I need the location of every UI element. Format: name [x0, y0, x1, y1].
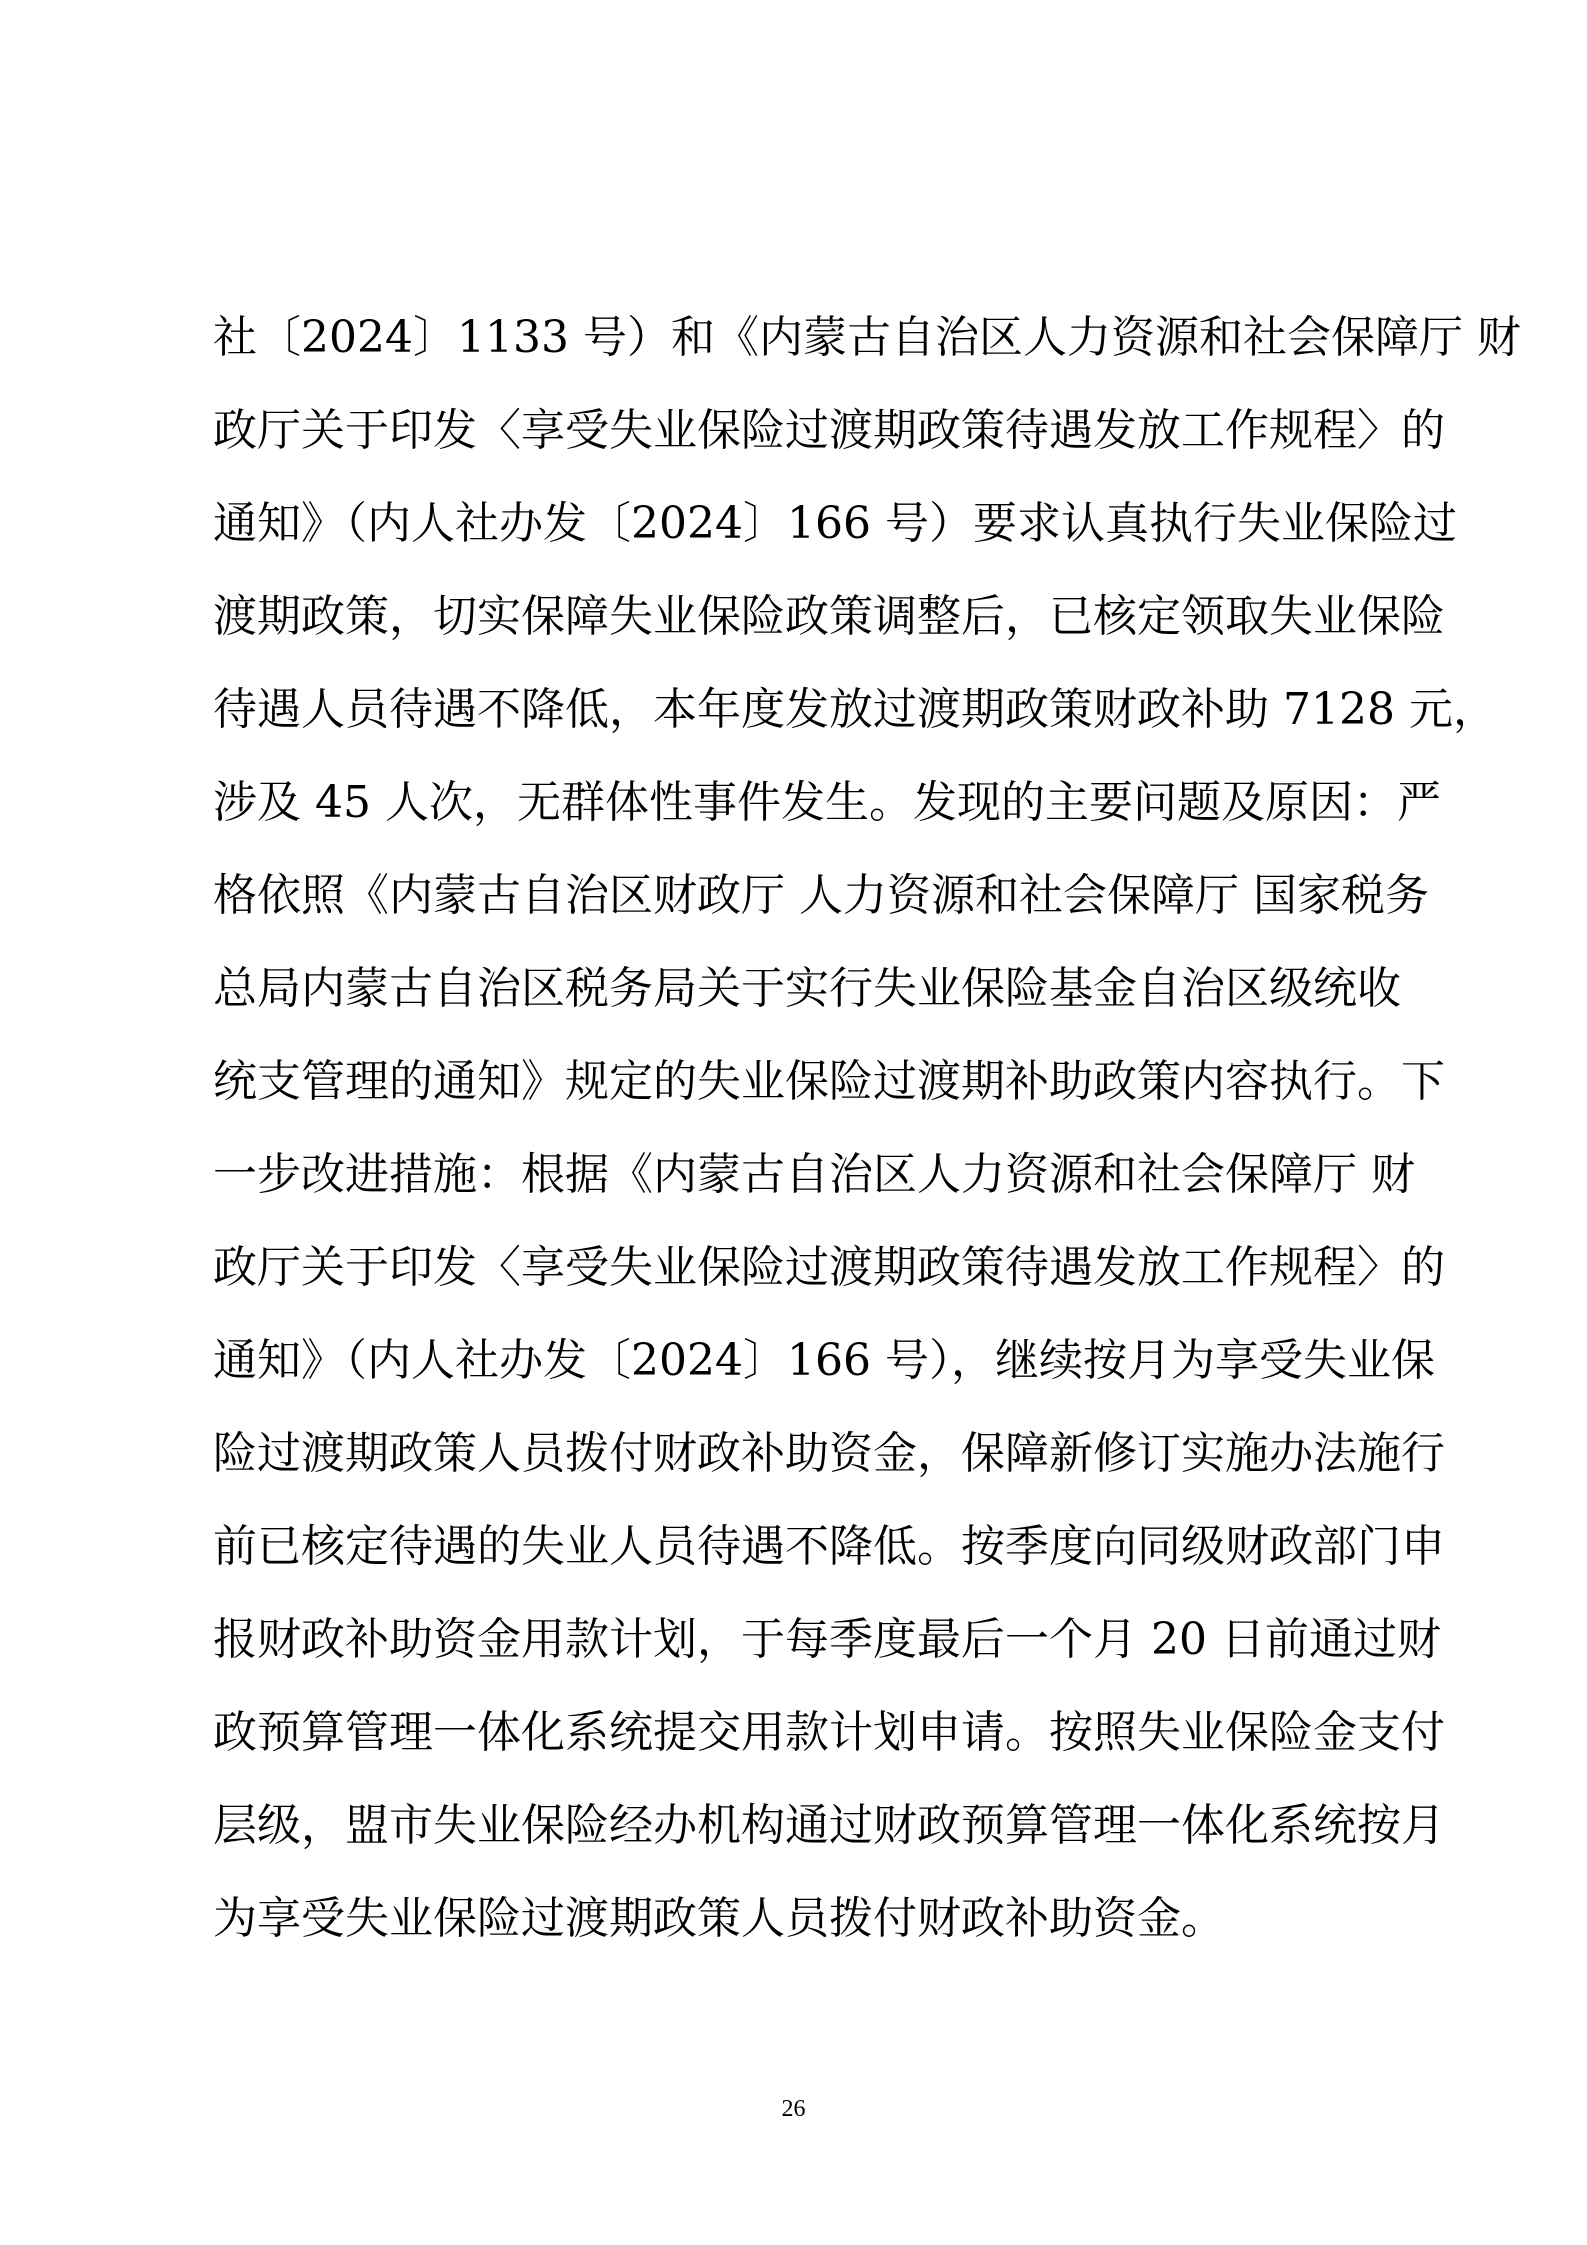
text-line: 政厅关于印发〈享受失业保险过渡期政策待遇发放工作规程〉的 — [213, 1242, 1445, 1293]
text-line: 格依照《内蒙古自治区财政厅 人力资源和社会保障厅 国家税务 — [213, 870, 1429, 921]
text-line: 层级，盟市失业保险经办机构通过财政预算管理一体化系统按月 — [213, 1800, 1445, 1851]
text-line: 政预算管理一体化系统提交用款计划申请。按照失业保险金支付 — [213, 1707, 1445, 1758]
page-number: 26 — [781, 2096, 806, 2122]
text-line: 待遇人员待遇不降低，本年度发放过渡期政策财政补助 7128 元， — [213, 684, 1497, 735]
text-line: 涉及 45 人次，无群体性事件发生。发现的主要问题及原因：严 — [213, 777, 1441, 828]
text-line: 统支管理的通知》规定的失业保险过渡期补助政策内容执行。下 — [213, 1056, 1445, 1107]
text-line: 前已核定待遇的失业人员待遇不降低。按季度向同级财政部门申 — [213, 1521, 1445, 1572]
text-line: 通知》（内人社办发〔2024〕166 号）要求认真执行失业保险过 — [213, 498, 1457, 549]
text-line: 通知》（内人社办发〔2024〕166 号），继续按月为享受失业保 — [213, 1335, 1435, 1386]
text-line: 总局内蒙古自治区税务局关于实行失业保险基金自治区级统收 — [213, 963, 1401, 1014]
text-line: 报财政补助资金用款计划，于每季度最后一个月 20 日前通过财 — [213, 1614, 1441, 1665]
text-line: 险过渡期政策人员拨付财政补助资金，保障新修订实施办法施行 — [213, 1428, 1445, 1479]
text-line: 渡期政策，切实保障失业保险政策调整后，已核定领取失业保险 — [213, 591, 1445, 642]
text-line: 政厅关于印发〈享受失业保险过渡期政策待遇发放工作规程〉的 — [213, 405, 1445, 456]
text-line: 为享受失业保险过渡期政策人员拨付财政补助资金。 — [213, 1893, 1225, 1944]
text-line: 一步改进措施：根据《内蒙古自治区人力资源和社会保障厅 财 — [213, 1149, 1415, 1200]
text-line: 社〔2024〕1133 号）和《内蒙古自治区人力资源和社会保障厅 财 — [213, 312, 1521, 363]
